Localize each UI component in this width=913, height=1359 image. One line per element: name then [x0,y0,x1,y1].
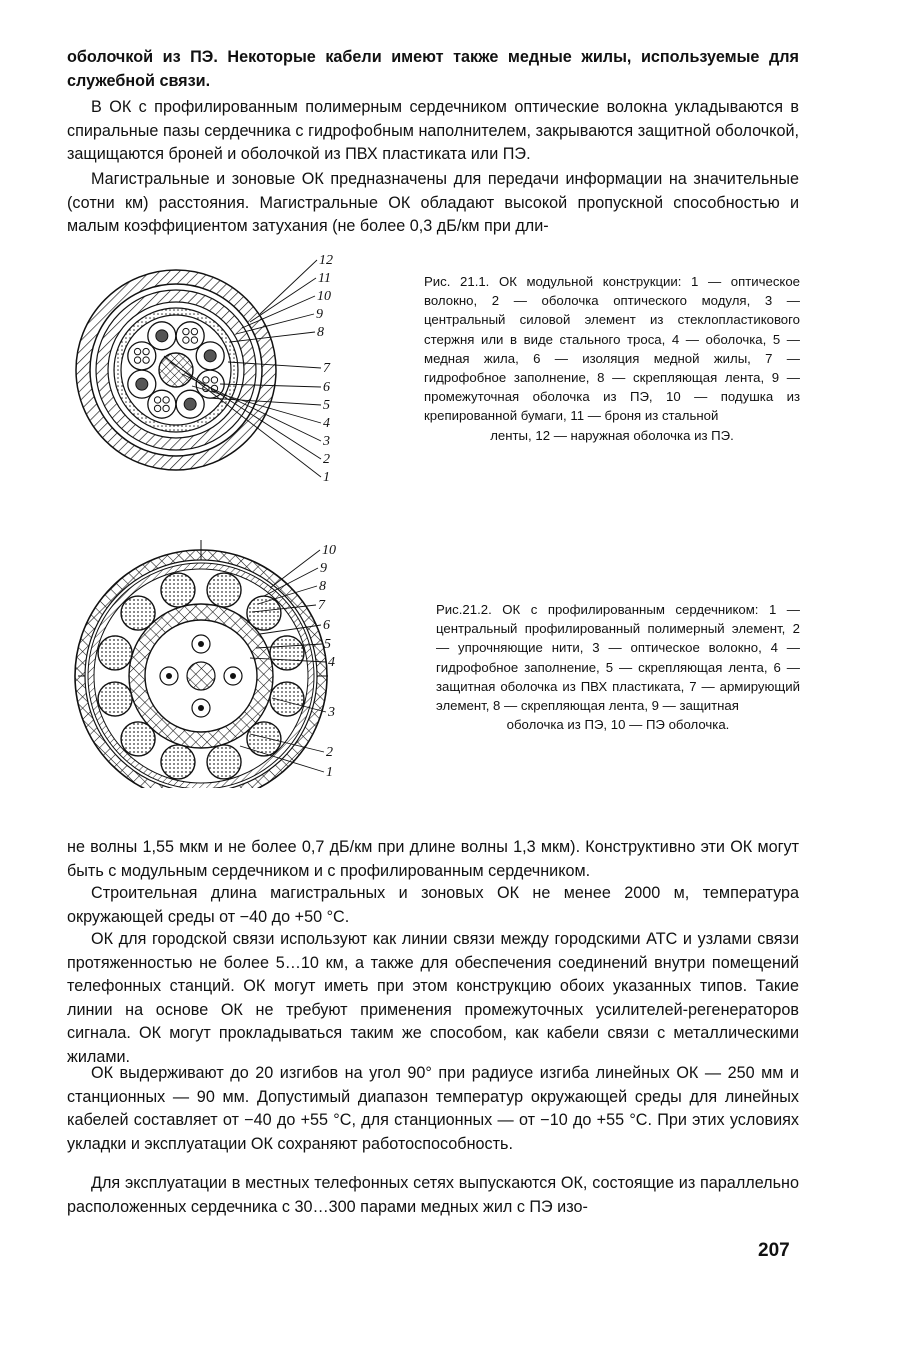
paragraph-6: ОК для городской связи используют как линии связи между городскими АТС и узлами связи протяженностью не более 5…10 км, а также для обеспечения соединений внутри помещений телефонных станций. ОК могут иметь при этом конструкцию обоих указанных типов. Такие линии на основе ОК не требуют применения промежуточных усилителей-регенераторов сигнала. ОК могут прокладываться таким же способом, как кабели связи с металлическими жилами. [67,930,799,1066]
optical-fiber [211,377,217,383]
optical-fiber [134,357,140,363]
figure-1-label-3: 3 [323,434,330,449]
figure-2-label-1: 1 [326,765,333,780]
copper-wire [184,398,196,410]
optical-fiber [143,348,149,354]
figure-1-label-6: 6 [323,380,330,395]
optical-fiber [163,397,169,403]
armouring-element [98,636,132,670]
figure-1-caption-last: ленты, 12 — наружная оболочка из ПЭ. [490,427,734,443]
paragraph-4: не волны 1,55 мкм и не более 0,7 дБ/км при длине волны 1,3 мкм). Конструктивно эти ОК могут быть с модульным сердечником и с профилированным сердечником. [67,838,799,880]
optical-fiber [191,337,197,343]
optical-fiber [154,405,160,411]
optical-fiber [183,328,189,334]
optical-fiber [183,337,189,343]
paragraph-7: ОК выдерживают до 20 изгибов на угол 90° при радиусе изгиба линейных ОК — 250 мм и станционных — 90 мм. Допустимый диапазон температур окружающей среды для линейных кабелей составляет от −40 до +55 °С, для станционных — от −10 до +55 °С. При этих условиях укладки и эксплуатации ОК сохраняют работоспособность. [67,1064,799,1153]
figure-1-label-5: 5 [323,398,330,413]
figure-1-label-7: 7 [323,361,330,376]
armouring-element [161,573,195,607]
armouring-element [270,636,304,670]
figure-1-caption [424,272,800,445]
figure-2-label-3: 3 [328,705,335,720]
figure-2-caption-last: оболочка из ПЭ, 10 — ПЭ оболочка. [506,717,730,733]
figure-1-labels [316,253,333,485]
central-element [187,662,215,690]
optical-fiber [203,377,209,383]
figure-1-label-1: 1 [323,470,330,485]
figure-1-label-4: 4 [323,416,330,431]
optical-fiber [198,705,204,711]
figure-2-label-10: 10 [322,543,336,558]
paragraph-5: Строительная длина магистральных и зоновых ОК не менее 2000 м, температура окружающей среды от −40 до +50 °С. [67,884,799,926]
figure-21-2-profiled-core-cable [60,538,360,788]
figure-2-label-8: 8 [319,579,326,594]
optical-fiber [198,641,204,647]
figure-2-label-9: 9 [320,561,327,576]
armouring-element [207,573,241,607]
paragraph-1: оболочкой из ПЭ. Некоторые кабели имеют также медные жилы, используемые для служебной связи. [67,48,799,90]
figure-2-label-5: 5 [324,637,331,652]
paragraph-8: Для эксплуатации в местных телефонных сетях выпускаются ОК, состоящие из параллельно расположенных сердечника с 30…300 парами медных жил с ПЭ изо- [67,1174,799,1216]
leader-line-10 [270,550,320,588]
figure-2-label-6: 6 [323,618,330,633]
optical-fiber [191,328,197,334]
copper-wire [204,350,216,362]
figure-1-label-12: 12 [319,253,333,268]
optical-fiber [154,397,160,403]
figure-1-label-9: 9 [316,307,323,322]
figure-2-label-7: 7 [318,598,325,613]
paragraph-2: В ОК с профилированным полимерным сердечником оптические волокна укладываются в спиральные пазы сердечника с гидрофобным наполнителем, закрываются защитной оболочкой, защищаются броней и оболочкой из ПВХ пластиката или ПЭ. [67,98,799,164]
leader-line-12 [260,260,317,314]
page-number: 207 [758,1240,790,1261]
armouring-element [98,682,132,716]
paragraph-3: Магистральные и зоновые ОК предназначены для передачи информации на значительные (сотни км) расстояния. Магистральные ОК обладают высокой пропускной способностью и малым коэффициентом затухания (не более 0,3 дБ/км при дли- [67,170,799,236]
optical-fiber [166,673,172,679]
copper-wire [136,378,148,390]
figure-2-label-4: 4 [328,655,335,670]
figure-2-caption-main: Рис.21.2. ОК с профилированным сердечником: 1 — центральный профилированный полимерный элемент, 2 — упрочняющие нити, 3 — оптическое волокно, 4 — гидрофобное заполнение, 5 — скрепляющая лента, 6 — защитная оболочка из ПВХ пластиката, 7 — армирующий элемент, 8 — скрепляющая лента, 9 — защитная [436,602,800,714]
optical-fiber [163,405,169,411]
figure-1-label-10: 10 [317,289,331,304]
armouring-element [161,745,195,779]
central-strength-member [159,353,193,387]
copper-wire [156,330,168,342]
figure-21-1-modular-cable [60,252,360,492]
optical-fiber [230,673,236,679]
armouring-element [207,745,241,779]
figure-1-label-2: 2 [323,452,330,467]
figure-2-label-2: 2 [326,745,333,760]
figure-2-caption [436,600,800,734]
optical-fiber [143,357,149,363]
figure-1-label-11: 11 [318,271,331,286]
figure-1-caption-main: Рис. 21.1. ОК модульной конструкции: 1 — оптическое волокно, 2 — оболочка оптического модуля, 3 — центральный силовой элемент из стеклопластикового стержня или в виде стального троса, 4 — оболочка, 5 — медная жила, 6 — изоляция медной жилы, 7 — гидрофобное заполнение, 8 — скрепляющая лента, 9 — промежуточная оболочка из ПЭ, 10 — подушка из крепированной бумаги, 11 — броня из стальной [424,274,800,424]
optical-fiber [134,348,140,354]
figure-1-label-8: 8 [317,325,324,340]
